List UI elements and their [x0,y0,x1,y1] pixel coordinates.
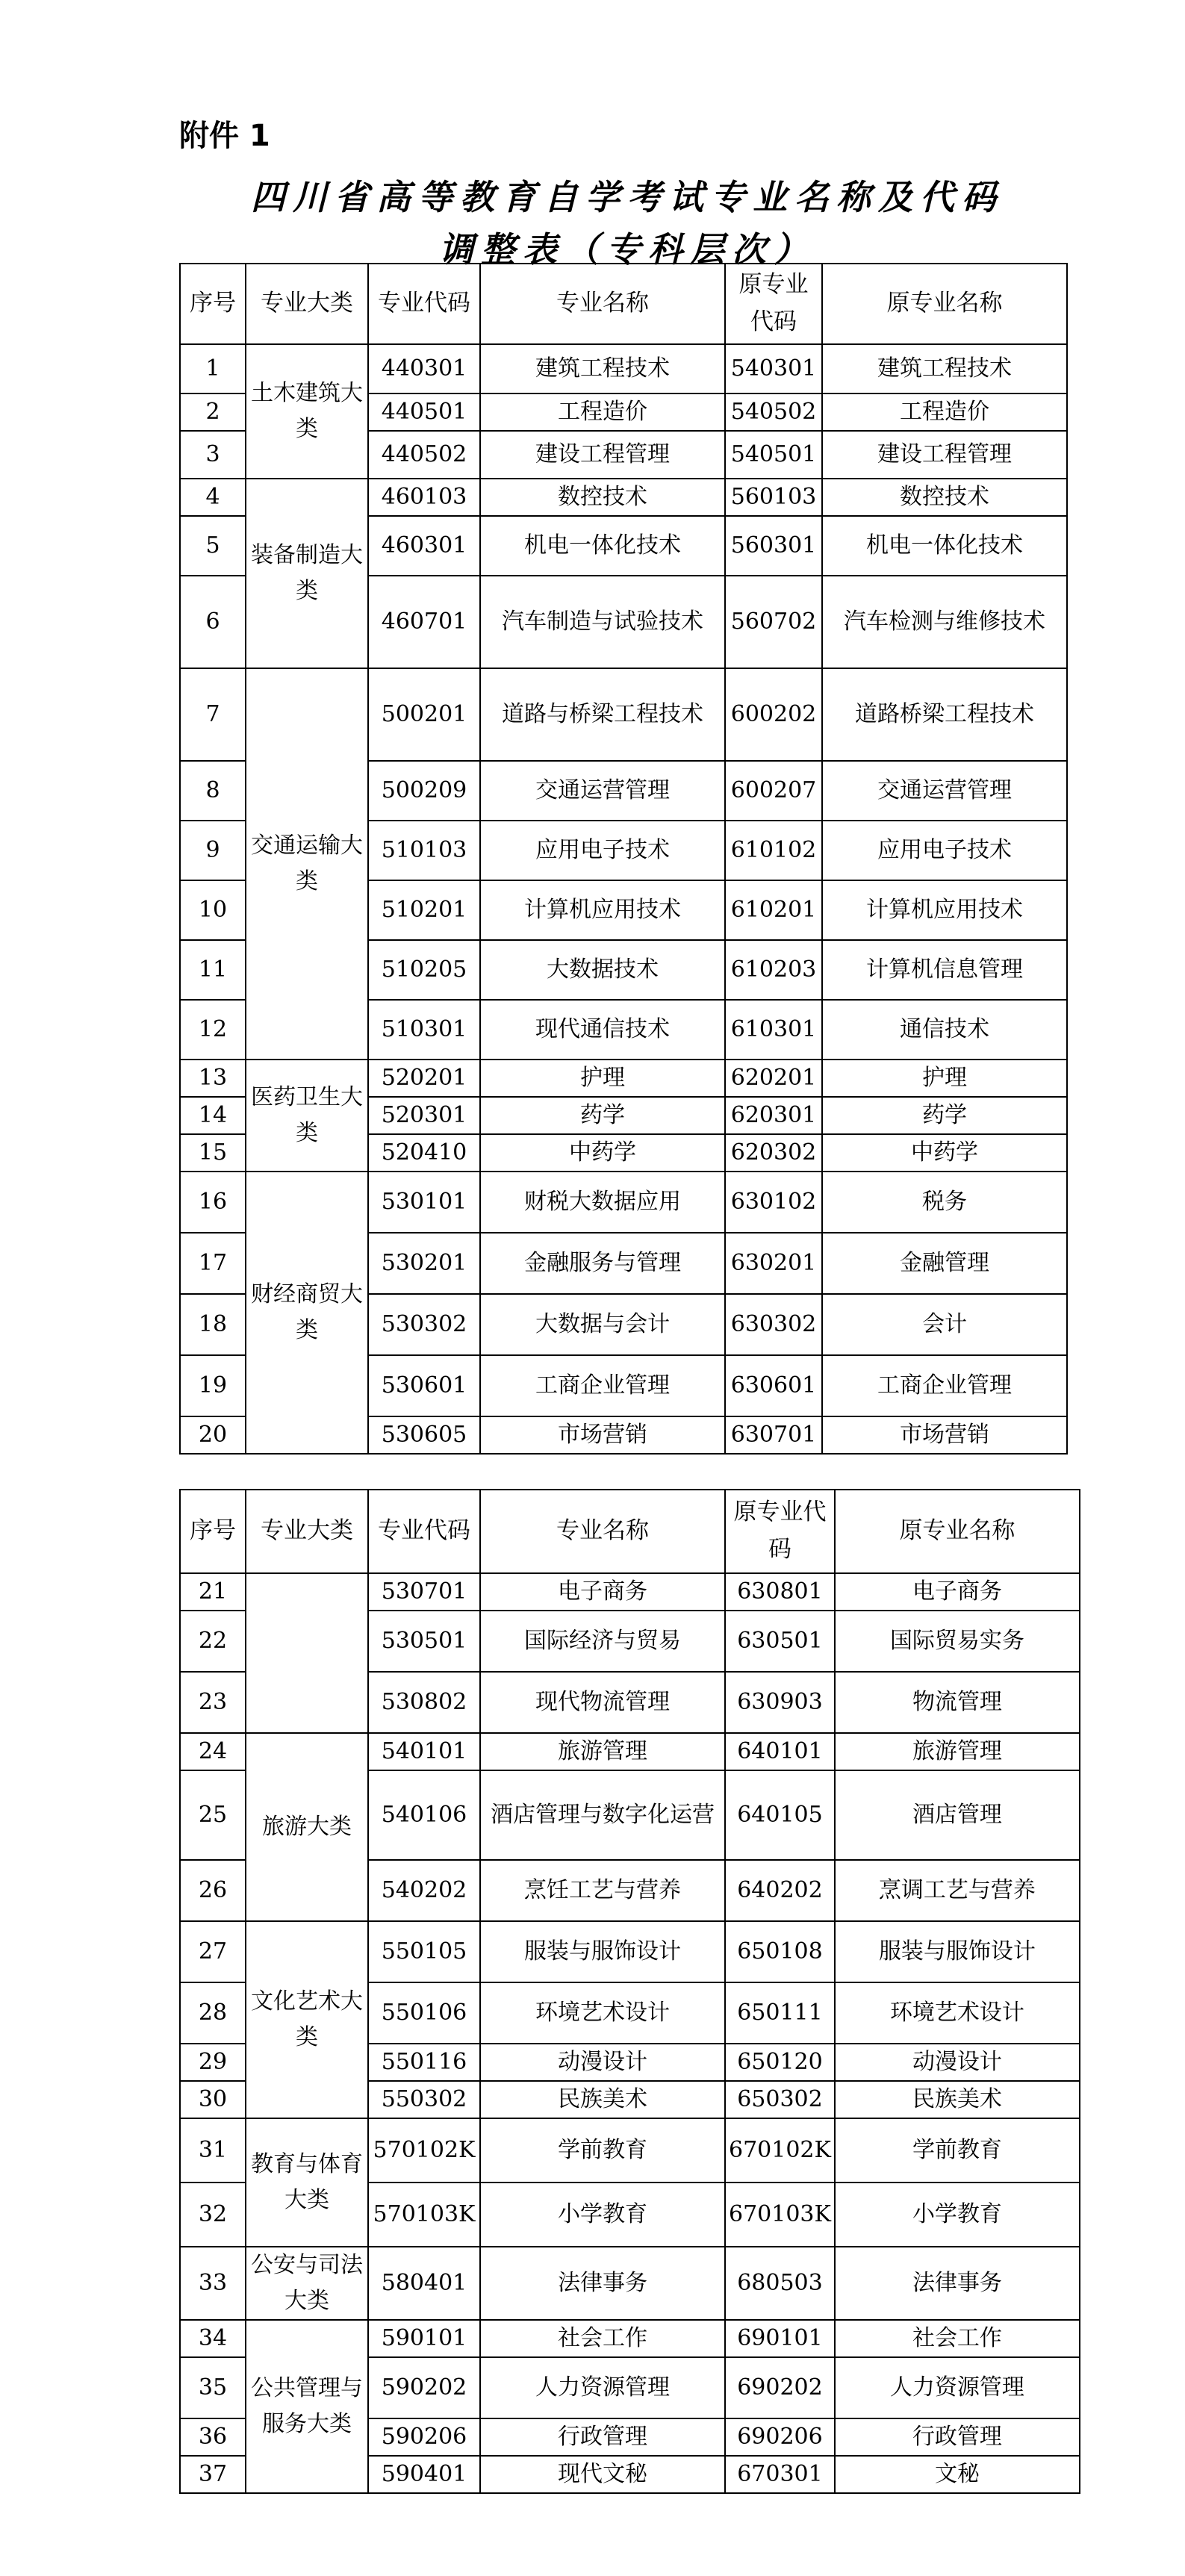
major-code-cell: 550116 [368,2044,480,2081]
row-number-cell: 31 [180,2118,246,2183]
original-code-cell: 630701 [725,1416,822,1454]
table-header-row [180,1490,1080,1573]
major-name-cell: 道路与桥梁工程技术 [480,668,725,761]
original-name-cell: 中药学 [822,1134,1067,1172]
table-row [180,344,1067,393]
original-code-cell: 540501 [725,431,822,479]
major-name-cell: 行政管理 [480,2418,725,2456]
row-number-cell: 11 [180,940,246,1000]
original-name-cell: 环境艺术设计 [835,1982,1080,2044]
row-number-cell: 10 [180,880,246,940]
original-name-cell: 应用电子技术 [822,821,1067,880]
row-number-cell: 12 [180,1000,246,1060]
original-name-cell: 药学 [822,1097,1067,1134]
row-number-cell: 16 [180,1172,246,1233]
major-name-cell: 护理 [480,1060,725,1097]
original-code-cell: 560702 [725,576,822,668]
column-header: 原专业名称 [835,1490,1080,1573]
major-name-cell: 市场营销 [480,1416,725,1454]
row-number-cell: 4 [180,479,246,516]
major-name-cell: 数控技术 [480,479,725,516]
table-row [180,1060,1067,1097]
major-name-cell: 法律事务 [480,2247,725,2320]
major-name-cell: 国际经济与贸易 [480,1611,725,1672]
table-row [180,2118,1080,2183]
original-name-cell: 建设工程管理 [822,431,1067,479]
major-name-cell: 中药学 [480,1134,725,1172]
column-header: 序号 [180,1490,246,1573]
major-name-cell: 电子商务 [480,1573,725,1611]
major-code-cell: 550105 [368,1921,480,1982]
original-code-cell: 630201 [725,1233,822,1294]
original-code-cell: 610301 [725,1000,822,1060]
major-code-cell: 570103K [368,2183,480,2247]
original-name-cell: 计算机信息管理 [822,940,1067,1000]
major-code-cell: 530701 [368,1573,480,1611]
column-header: 原专业名称 [822,264,1067,344]
table-row [180,1172,1067,1233]
original-name-cell: 行政管理 [835,2418,1080,2456]
row-number-cell: 8 [180,761,246,821]
original-code-cell: 640101 [725,1733,835,1770]
major-code-cell: 530101 [368,1172,480,1233]
original-code-cell: 670301 [725,2456,835,2493]
original-name-cell: 动漫设计 [835,2044,1080,2081]
original-name-cell: 小学教育 [835,2183,1080,2247]
original-code-cell: 540502 [725,393,822,431]
major-code-cell: 540106 [368,1770,480,1860]
original-code-cell: 560301 [725,516,822,576]
major-name-cell: 工程造价 [480,393,725,431]
major-code-cell: 440301 [368,344,480,393]
row-number-cell: 7 [180,668,246,761]
column-header: 专业名称 [480,264,725,344]
major-name-cell: 服装与服饰设计 [480,1921,725,1982]
original-name-cell: 国际贸易实务 [835,1611,1080,1672]
row-number-cell: 15 [180,1134,246,1172]
major-name-cell: 大数据与会计 [480,1294,725,1355]
category-cell: 文化艺术大类 [246,1921,368,2118]
original-name-cell: 民族美术 [835,2081,1080,2118]
major-name-cell: 烹饪工艺与营养 [480,1860,725,1921]
category-cell: 财经商贸大类 [246,1172,368,1454]
original-name-cell: 法律事务 [835,2247,1080,2320]
original-name-cell: 汽车检测与维修技术 [822,576,1067,668]
original-code-cell: 610102 [725,821,822,880]
original-code-cell: 630903 [725,1672,835,1733]
original-name-cell: 电子商务 [835,1573,1080,1611]
major-name-cell: 环境艺术设计 [480,1982,725,2044]
original-name-cell: 数控技术 [822,479,1067,516]
row-number-cell: 26 [180,1860,246,1921]
table-row [180,1733,1080,1770]
major-name-cell: 汽车制造与试验技术 [480,576,725,668]
major-code-cell: 590202 [368,2357,480,2418]
major-code-cell: 580401 [368,2247,480,2320]
original-name-cell: 服装与服饰设计 [835,1921,1080,1982]
major-name-cell: 旅游管理 [480,1733,725,1770]
major-code-cell: 460103 [368,479,480,516]
original-code-cell: 600207 [725,761,822,821]
major-name-cell: 工商企业管理 [480,1355,725,1416]
major-code-cell: 440501 [368,393,480,431]
original-code-cell: 600202 [725,668,822,761]
column-header: 专业大类 [246,264,368,344]
row-number-cell: 35 [180,2357,246,2418]
major-table-part1 [179,263,1068,1455]
major-code-cell: 510103 [368,821,480,880]
major-name-cell: 学前教育 [480,2118,725,2183]
major-code-cell: 440502 [368,431,480,479]
original-code-cell: 540301 [725,344,822,393]
original-code-cell: 630302 [725,1294,822,1355]
row-number-cell: 13 [180,1060,246,1097]
row-number-cell: 21 [180,1573,246,1611]
original-code-cell: 680503 [725,2247,835,2320]
column-header: 专业名称 [480,1490,725,1573]
category-cell: 公共管理与服务大类 [246,2320,368,2493]
major-code-cell: 540101 [368,1733,480,1770]
major-name-cell: 酒店管理与数字化运营 [480,1770,725,1860]
original-code-cell: 650111 [725,1982,835,2044]
original-code-cell: 610203 [725,940,822,1000]
column-header: 专业大类 [246,1490,368,1573]
major-name-cell: 药学 [480,1097,725,1134]
category-cell [246,1573,368,1733]
major-table-part2 [179,1489,1080,2494]
major-code-cell: 550302 [368,2081,480,2118]
major-code-cell: 500209 [368,761,480,821]
original-name-cell: 金融管理 [822,1233,1067,1294]
column-header: 专业代码 [368,264,480,344]
table-row [180,668,1067,761]
major-code-cell: 590101 [368,2320,480,2357]
row-number-cell: 37 [180,2456,246,2493]
original-code-cell: 620201 [725,1060,822,1097]
major-code-cell: 530802 [368,1672,480,1733]
original-name-cell: 计算机应用技术 [822,880,1067,940]
major-code-cell: 550106 [368,1982,480,2044]
original-name-cell: 文秘 [835,2456,1080,2493]
original-code-cell: 620302 [725,1134,822,1172]
row-number-cell: 22 [180,1611,246,1672]
major-code-cell: 460301 [368,516,480,576]
major-code-cell: 590401 [368,2456,480,2493]
original-name-cell: 税务 [822,1172,1067,1233]
original-code-cell: 650108 [725,1921,835,1982]
row-number-cell: 23 [180,1672,246,1733]
original-name-cell: 旅游管理 [835,1733,1080,1770]
category-cell: 医药卫生大类 [246,1060,368,1172]
row-number-cell: 36 [180,2418,246,2456]
column-header: 原专业代码 [725,264,822,344]
major-code-cell: 530501 [368,1611,480,1672]
original-name-cell: 会计 [822,1294,1067,1355]
original-name-cell: 交通运营管理 [822,761,1067,821]
major-code-cell: 530201 [368,1233,480,1294]
attachment-label: 附件 1 [179,119,270,153]
major-code-cell: 530601 [368,1355,480,1416]
document-title-line1: 四川省高等教育自学考试专业名称及代码 [251,177,1004,217]
major-name-cell: 大数据技术 [480,940,725,1000]
table-row [180,2320,1080,2357]
original-code-cell: 630601 [725,1355,822,1416]
table-row [180,1573,1080,1611]
original-code-cell: 640202 [725,1860,835,1921]
original-code-cell: 690101 [725,2320,835,2357]
major-name-cell: 现代物流管理 [480,1672,725,1733]
row-number-cell: 27 [180,1921,246,1982]
row-number-cell: 30 [180,2081,246,2118]
original-code-cell: 630102 [725,1172,822,1233]
table-row [180,479,1067,516]
major-name-cell: 机电一体化技术 [480,516,725,576]
major-code-cell: 520201 [368,1060,480,1097]
row-number-cell: 24 [180,1733,246,1770]
column-header: 专业代码 [368,1490,480,1573]
original-code-cell: 670102K [725,2118,835,2183]
major-code-cell: 520410 [368,1134,480,1172]
major-name-cell: 动漫设计 [480,2044,725,2081]
row-number-cell: 25 [180,1770,246,1860]
row-number-cell: 33 [180,2247,246,2320]
original-code-cell: 670103K [725,2183,835,2247]
category-cell: 土木建筑大类 [246,344,368,479]
category-cell: 旅游大类 [246,1733,368,1921]
major-name-cell: 小学教育 [480,2183,725,2247]
major-code-cell: 540202 [368,1860,480,1921]
row-number-cell: 18 [180,1294,246,1355]
table-header-row [180,264,1067,344]
original-name-cell: 道路桥梁工程技术 [822,668,1067,761]
category-cell: 公安与司法大类 [246,2247,368,2320]
row-number-cell: 17 [180,1233,246,1294]
original-code-cell: 620301 [725,1097,822,1134]
row-number-cell: 20 [180,1416,246,1454]
original-name-cell: 工商企业管理 [822,1355,1067,1416]
row-number-cell: 9 [180,821,246,880]
major-name-cell: 人力资源管理 [480,2357,725,2418]
major-code-cell: 570102K [368,2118,480,2183]
category-cell: 教育与体育大类 [246,2118,368,2247]
original-name-cell: 酒店管理 [835,1770,1080,1860]
original-code-cell: 690206 [725,2418,835,2456]
row-number-cell: 34 [180,2320,246,2357]
major-name-cell: 建设工程管理 [480,431,725,479]
major-code-cell: 460701 [368,576,480,668]
major-name-cell: 社会工作 [480,2320,725,2357]
original-code-cell: 690202 [725,2357,835,2418]
major-name-cell: 现代通信技术 [480,1000,725,1060]
row-number-cell: 6 [180,576,246,668]
original-code-cell: 630801 [725,1573,835,1611]
row-number-cell: 29 [180,2044,246,2081]
table-row [180,1921,1080,1982]
document-title-line2: 调整表（专科层次） [439,229,815,270]
column-header: 序号 [180,264,246,344]
major-name-cell: 金融服务与管理 [480,1233,725,1294]
original-name-cell: 护理 [822,1060,1067,1097]
row-number-cell: 1 [180,344,246,393]
major-name-cell: 建筑工程技术 [480,344,725,393]
original-name-cell: 建筑工程技术 [822,344,1067,393]
row-number-cell: 32 [180,2183,246,2247]
major-code-cell: 510205 [368,940,480,1000]
original-name-cell: 人力资源管理 [835,2357,1080,2418]
major-code-cell: 510301 [368,1000,480,1060]
category-cell: 交通运输大类 [246,668,368,1060]
original-code-cell: 640105 [725,1770,835,1860]
major-name-cell: 应用电子技术 [480,821,725,880]
row-number-cell: 2 [180,393,246,431]
original-name-cell: 烹调工艺与营养 [835,1860,1080,1921]
major-name-cell: 交通运营管理 [480,761,725,821]
row-number-cell: 14 [180,1097,246,1134]
table-row [180,2247,1080,2320]
original-code-cell: 630501 [725,1611,835,1672]
original-name-cell: 社会工作 [835,2320,1080,2357]
original-name-cell: 工程造价 [822,393,1067,431]
major-code-cell: 530302 [368,1294,480,1355]
major-name-cell: 民族美术 [480,2081,725,2118]
original-code-cell: 650120 [725,2044,835,2081]
major-code-cell: 520301 [368,1097,480,1134]
major-code-cell: 500201 [368,668,480,761]
major-name-cell: 现代文秘 [480,2456,725,2493]
major-name-cell: 财税大数据应用 [480,1172,725,1233]
original-code-cell: 560103 [725,479,822,516]
major-name-cell: 计算机应用技术 [480,880,725,940]
original-name-cell: 物流管理 [835,1672,1080,1733]
category-cell: 装备制造大类 [246,479,368,668]
major-code-cell: 590206 [368,2418,480,2456]
original-name-cell: 市场营销 [822,1416,1067,1454]
major-code-cell: 530605 [368,1416,480,1454]
major-code-cell: 510201 [368,880,480,940]
original-name-cell: 学前教育 [835,2118,1080,2183]
original-code-cell: 650302 [725,2081,835,2118]
original-code-cell: 610201 [725,880,822,940]
original-name-cell: 机电一体化技术 [822,516,1067,576]
row-number-cell: 3 [180,431,246,479]
column-header: 原专业代码 [725,1490,835,1573]
original-name-cell: 通信技术 [822,1000,1067,1060]
row-number-cell: 19 [180,1355,246,1416]
row-number-cell: 5 [180,516,246,576]
row-number-cell: 28 [180,1982,246,2044]
